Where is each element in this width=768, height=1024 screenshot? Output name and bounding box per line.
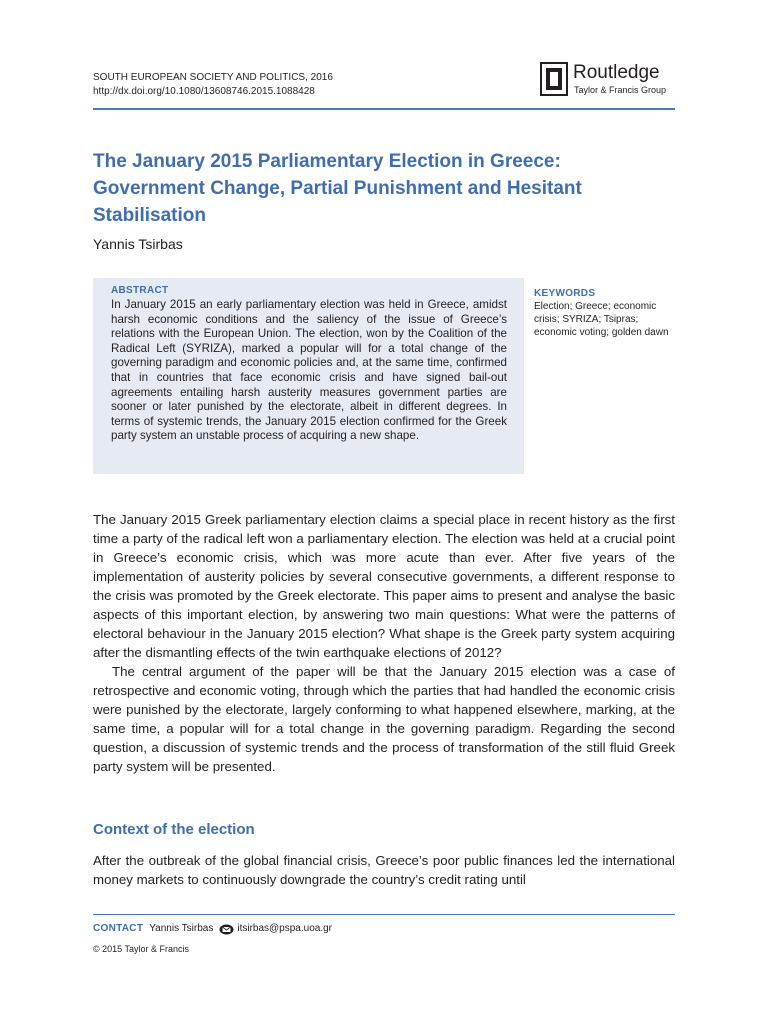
publisher-group: Taylor & Francis Group — [574, 85, 667, 95]
keywords-heading: KEYWORDS — [534, 288, 596, 299]
body-paragraph-2: The central argument of the paper will be that the January 2015 election was a case of retrospective and economic voting, through which the parties that had handled the economic crisis were punished by the electorate, largely conforming to what happened elsewhere, marking, at the same time, a popular will for a total change in the governing paradigm. Regarding the second question, a discussion of systemic trends and the process of transformation of the still fluid Greek party system will be presented. — [93, 664, 675, 774]
routledge-logo-mark-icon — [540, 62, 568, 96]
publisher-name: Routledge — [573, 62, 660, 83]
section-heading: Context of the election — [93, 821, 255, 838]
contact-name: Yannis Tsirbas — [149, 923, 214, 934]
contact-label: CONTACT — [93, 923, 144, 934]
publisher-logo — [540, 60, 680, 98]
footer-rule — [93, 914, 675, 915]
header-rule — [93, 108, 675, 110]
journal-name: SOUTH EUROPEAN SOCIETY AND POLITICS, 2016 — [93, 72, 333, 83]
contact-email[interactable]: itsirbas@pspa.uoa.gr — [237, 923, 333, 934]
abstract-heading: ABSTRACT — [111, 285, 169, 296]
doi-link[interactable]: http://dx.doi.org/10.1080/13608746.2015.1088428 — [93, 86, 315, 97]
introduction — [93, 510, 675, 776]
journal-info — [93, 71, 333, 99]
copyright: © 2015 Taylor & Francis — [93, 944, 190, 954]
body-paragraph-1: The January 2015 Greek parliamentary election claims a special place in recent history as the first time a party of the radical left won a parliamentary election. The election was held at a crucial point in Greece’s economic crisis, which was more acute than ever. After five years of the implementation of austerity policies by several consecutive governments, a different response to the crisis was promoted by the Greek electorate. This paper aims to present and analyse the basic aspects of this important election, by answering two main questions: What were the patterns of electoral behaviour in the January 2015 election? What shape is the Greek party system acquiring after the dismantling effects of the twin earthquake elections of 2012? — [93, 512, 675, 660]
envelope-icon — [219, 924, 234, 935]
article-author: Yannis Tsirbas — [93, 236, 183, 252]
abstract-text: In January 2015 an early parliamentary election was held in Greece, amidst harsh economic conditions and the saliency of the issue of Greece’s relations with the European Union. The election, won by the Coalition of the Radical Left (SYRIZA), marked a popular will for a total change of the governing paradigm and economic policies and, at the same time, confirmed that in countries that face economic crisis and have signed bail-out agreements entailing harsh austerity measures government parties are sooner or later punished by the electorate, albeit in different degrees. In terms of systemic trends, the January 2015 election confirmed for the Greek party system an unstable process of acquiring a new shape. — [111, 298, 507, 443]
article-title: The January 2015 Parliamentary Election in Greece: Government Change, Partial Punishment and Hesitant Stabilisation — [93, 151, 582, 226]
contact-line — [93, 922, 332, 936]
keywords-text: Election; Greece; economic crisis; SYRIZA; Tsipras; economic voting; golden dawn — [534, 301, 669, 338]
body-paragraph-3: After the outbreak of the global financial crisis, Greece’s poor public finances led the international money markets to continuously downgrade the country’s credit rating until — [93, 853, 675, 887]
section-body — [93, 851, 675, 889]
